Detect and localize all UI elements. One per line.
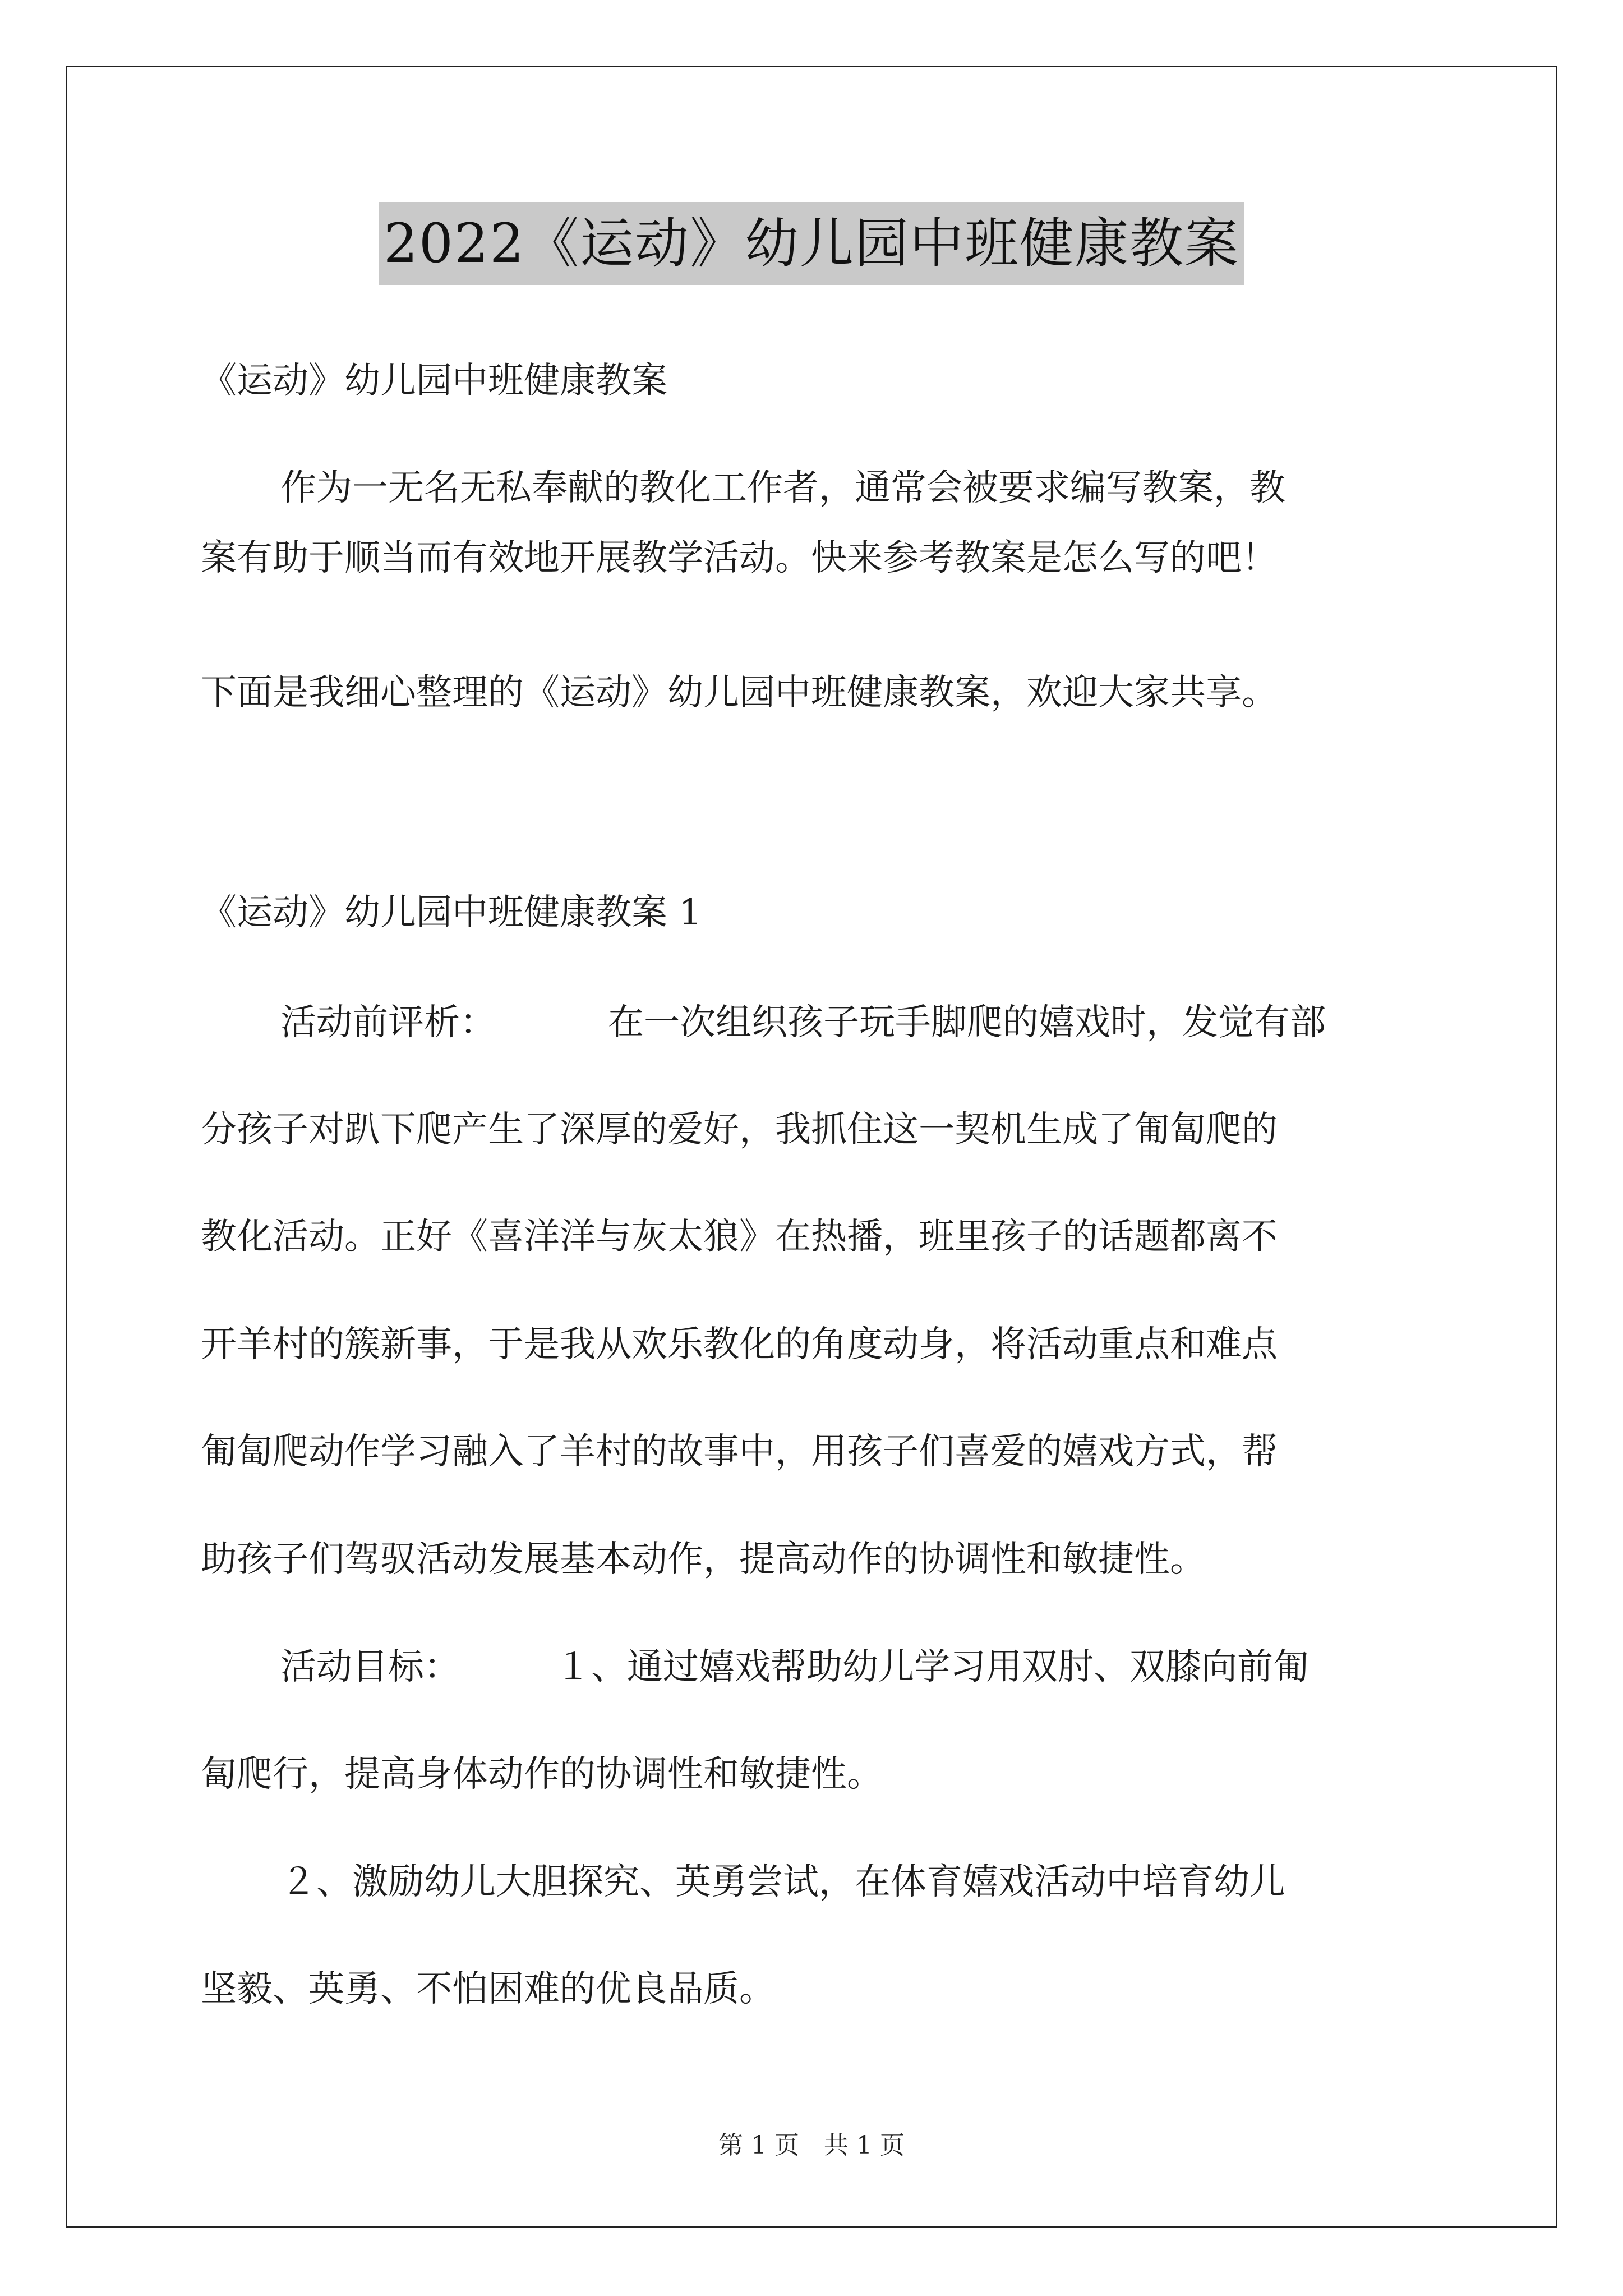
goal-2-line-2: 坚毅、英勇、不怕困难的优良品质。	[201, 1968, 775, 2010]
goal-1-line-2: 匐爬行，提高身体动作的协调性和敏捷性。	[201, 1754, 883, 1795]
title-container	[0, 202, 1623, 285]
analysis-label: 活动前评析：	[280, 1002, 496, 1043]
goal-2-line-1: ２、激励幼儿大胆探究、英勇尝试，在体育嬉戏活动中培育幼儿	[280, 1861, 1285, 1903]
page-footer: 第 1 页 共 1 页	[718, 2131, 905, 2160]
analysis-first-line	[280, 997, 1326, 1048]
analysis-line-5: 匍匐爬动作学习融入了羊村的故事中，用孩子们喜爱的嬉戏方式，帮	[201, 1431, 1278, 1473]
analysis-line-4: 开羊村的簇新事，于是我从欢乐教化的角度动身，将活动重点和难点	[201, 1324, 1278, 1365]
section-heading: 《运动》幼儿园中班健康教案 1	[201, 892, 702, 933]
intro-line-1: 作为一无名无私奉献的教化工作者，通常会被要求编写教案，教	[280, 467, 1285, 509]
goals-label: 活动目标：	[280, 1646, 460, 1688]
document-title: 2022《运动》幼儿园中班健康教案	[379, 202, 1244, 285]
analysis-line-3: 教化活动。正好《喜洋洋与灰太狼》在热播，班里孩子的话题都离不	[201, 1216, 1278, 1258]
goals-first-text: １、通过嬉戏帮助幼儿学习用双肘、双膝向前匍	[555, 1646, 1309, 1688]
intro-line-3: 下面是我细心整理的《运动》幼儿园中班健康教案，欢迎大家共享。	[201, 672, 1278, 714]
analysis-line-2: 分孩子对趴下爬产生了深厚的爱好，我抓住这一契机生成了匍匐爬的	[201, 1109, 1278, 1151]
goals-first-line	[280, 1642, 1309, 1692]
subtitle: 《运动》幼儿园中班健康教案	[201, 360, 667, 402]
analysis-first-text: 在一次组织孩子玩手脚爬的嬉戏时，发觉有部	[608, 1002, 1326, 1043]
analysis-line-6: 助孩子们驾驭活动发展基本动作，提高动作的协调性和敏捷性。	[201, 1539, 1206, 1580]
intro-line-2: 案有助于顺当而有效地开展教学活动。快来参考教案是怎么写的吧！	[201, 537, 1278, 579]
